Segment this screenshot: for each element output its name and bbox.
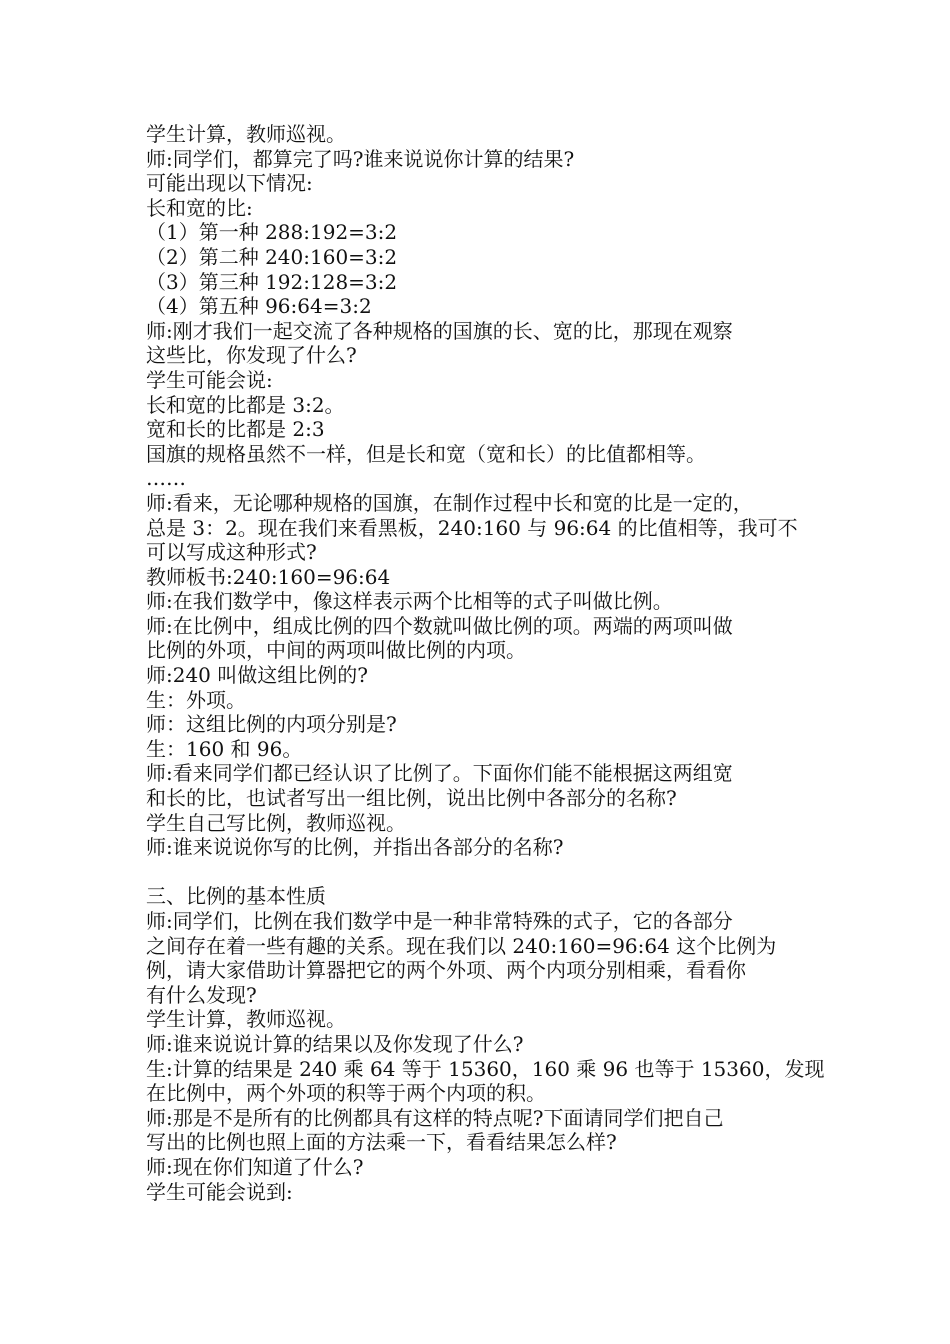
text-line: 学生计算，教师巡视。	[146, 1007, 346, 1032]
text-line: 师:谁来说说你写的比例，并指出各部分的名称?	[146, 835, 564, 860]
text-line: 总是 3：2。现在我们来看黑板，240:160 与 96:64 的比值相等，我可不	[146, 515, 798, 540]
text-line: 师:在比例中，组成比例的四个数就叫做比例的项。两端的两项叫做	[146, 613, 733, 638]
text-line: 师:谁来说说计算的结果以及你发现了什么?	[146, 1031, 524, 1056]
text-line: 师:那是不是所有的比例都具有这样的特点呢?下面请同学们把自己	[146, 1105, 724, 1130]
text-line: 教师板书:240:160=96:64	[146, 564, 391, 589]
document-page	[146, 122, 825, 1204]
text-line: 在比例中，两个外项的积等于两个内项的积。	[146, 1081, 546, 1106]
text-line: 师:看来，无论哪种规格的国旗，在制作过程中长和宽的比是一定的，	[146, 490, 753, 515]
text-line: 学生可能会说到:	[146, 1179, 293, 1204]
text-line: （1）第一种 288:192=3:2	[146, 220, 398, 245]
text-line: 国旗的规格虽然不一样，但是长和宽（宽和长）的比值都相等。	[146, 441, 706, 466]
text-line: 师:同学们，都算完了吗?谁来说说你计算的结果?	[146, 146, 575, 171]
text-line: 师:刚才我们一起交流了各种规格的国旗的长、宽的比，那现在观察	[146, 318, 733, 343]
text-line: 师:在我们数学中，像这样表示两个比相等的式子叫做比例。	[146, 589, 673, 614]
text-line: 师:看来同学们都已经认识了比例了。下面你们能不能根据这两组宽	[146, 761, 733, 786]
text-line: 师：这组比例的内项分别是?	[146, 712, 397, 737]
text-line: 例，请大家借助计算器把它的两个外项、两个内项分别相乘，看看你	[146, 958, 746, 983]
text-line: （4）第五种 96:64=3:2	[146, 294, 372, 319]
text-line: 长和宽的比:	[146, 195, 253, 220]
text-line: 可能出现以下情况:	[146, 171, 313, 196]
text-line: 生：外项。	[146, 687, 246, 712]
text-line: 学生可能会说:	[146, 367, 273, 392]
section-heading: 三、比例的基本性质	[146, 884, 326, 909]
text-line: 学生计算，教师巡视。	[146, 122, 346, 146]
text-line: （2）第二种 240:160=3:2	[146, 244, 398, 269]
text-line: 师:现在你们知道了什么?	[146, 1154, 364, 1179]
text-line: 比例的外项，中间的两项叫做比例的内项。	[146, 638, 526, 663]
text-line: 长和宽的比都是 3:2。	[146, 392, 345, 417]
text-line: 师:同学们，比例在我们数学中是一种非常特殊的式子，它的各部分	[146, 909, 733, 933]
text-line: 和长的比，也试者写出一组比例，说出比例中各部分的名称?	[146, 786, 677, 811]
text-line: 有什么发现?	[146, 982, 257, 1007]
text-line: 写出的比例也照上面的方法乘一下，看看结果怎么样?	[146, 1130, 617, 1155]
text-line: （3）第三种 192:128=3:2	[146, 269, 398, 294]
blank-line	[146, 860, 816, 885]
text-line: 这些比，你发现了什么?	[146, 343, 357, 368]
text-line: 可以写成这种形式?	[146, 540, 317, 565]
text-line: 生：160 和 96。	[146, 736, 303, 761]
text-line: ……	[146, 466, 186, 491]
text-line: 宽和长的比都是 2:3	[146, 417, 325, 442]
text-line: 之间存在着一些有趣的关系。现在我们以 240:160=96:64 这个比例为	[146, 933, 777, 958]
text-line: 生:计算的结果是 240 乘 64 等于 15360，160 乘 96 也等于 15360，发现	[146, 1056, 825, 1081]
text-line: 学生自己写比例，教师巡视。	[146, 810, 406, 835]
text-line: 师:240 叫做这组比例的?	[146, 663, 368, 688]
